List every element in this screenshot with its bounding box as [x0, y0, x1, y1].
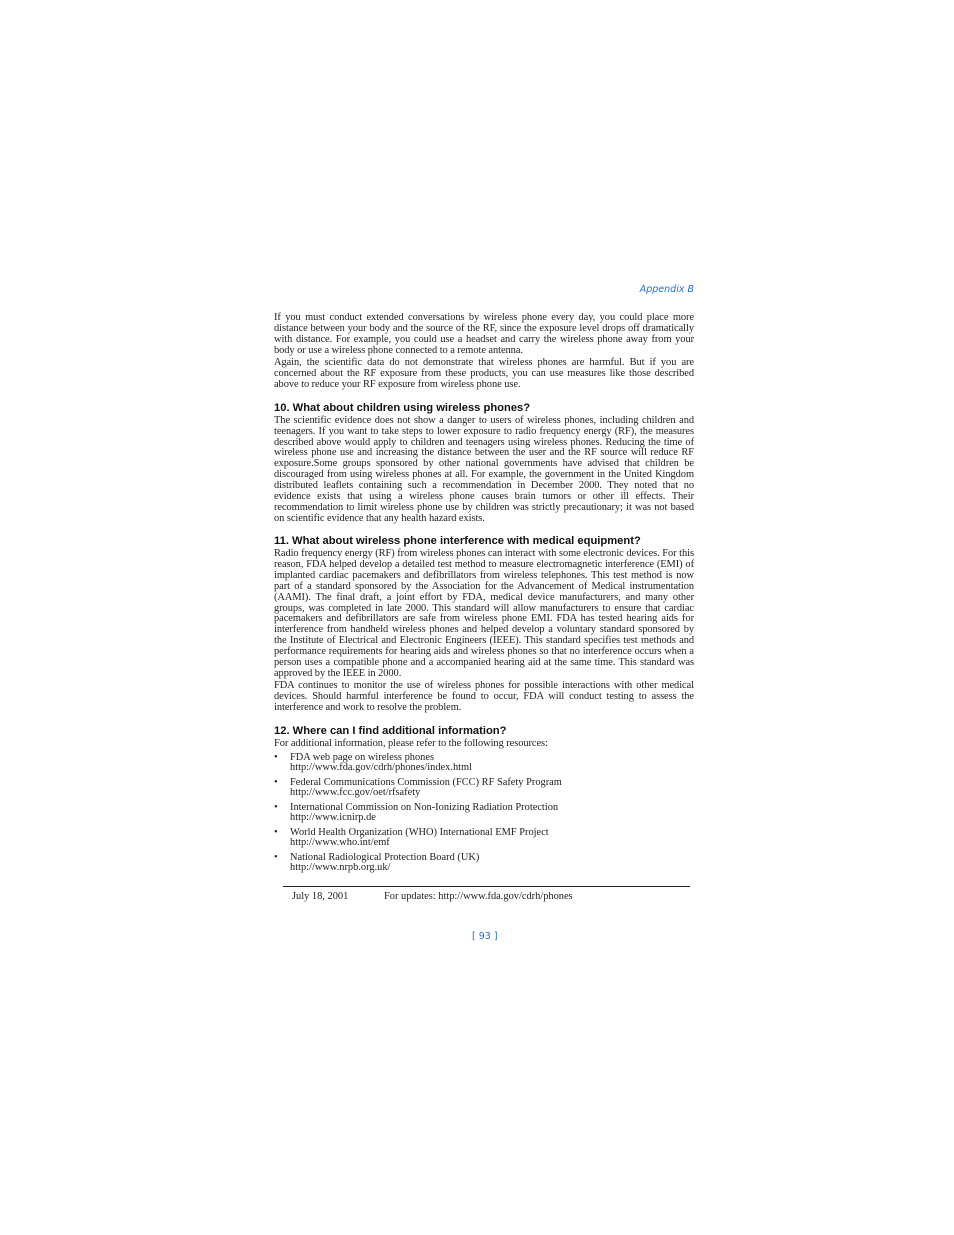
intro-paragraph-2: Again, the scientific data do not demonstrate that wireless phones are harmful. But if you are concerned about the RF exposure from these products, you can use measures like those described above to reduce your RF exposure from wireless phone use. — [274, 357, 694, 391]
resource-title: FDA web page on wireless phones — [290, 751, 435, 763]
resource-item — [274, 853, 694, 874]
intro-paragraph-1: If you must conduct extended conversations by wireless phone every day, you could place more distance between your body and the source of the RF, since the exposure level drops off dramatically with distance. For example, you could use a headset and carry the wireless phone away from your body or use a wireless phone connected to a remote antenna. — [274, 312, 694, 356]
page-number: [ 93 ] — [472, 931, 498, 942]
section-10-paragraph: The scientific evidence does not show a danger to users of wireless phones, including children and teenagers. If you want to take steps to lower exposure to radio frequency energy (RF), the measures described above would apply to children and teenagers using wireless phones. Reducing the time of wireless phone use and increasing the distance between the user and the RF source will reduce RF exposure.Some groups sponsored by other national governments have advised that children be discouraged from using wireless phones at all. For example, the government in the United Kingdom distributed leaflets containing such a recommendation in December 2000. They noted that no evidence exists that using a wireless phone causes brain tumors or other ill effects. Their recommendation to limit wireless phone use by children was strictly precautionary; it was not based on scientific evidence that any health hazard exists. — [274, 414, 694, 524]
page-footer — [292, 891, 573, 903]
footer-updates: For updates: http://www.fda.gov/cdrh/phones — [384, 891, 573, 902]
resource-url[interactable]: http://www.who.int/emf — [290, 837, 390, 849]
section-11-heading: 11. What about wireless phone interference with medical equipment? — [274, 535, 641, 548]
section-12-heading: 12. Where can I find additional information? — [274, 725, 507, 737]
resource-url[interactable]: http://www.icnirp.de — [290, 812, 376, 824]
footer-divider — [283, 886, 690, 887]
bullet-icon: • — [274, 751, 278, 763]
footer-date: July 18, 2001 — [292, 891, 349, 902]
resource-url[interactable]: http://www.fda.gov/cdrh/phones/index.html — [290, 762, 473, 774]
resource-list — [274, 753, 694, 874]
resource-item — [274, 753, 694, 774]
section-11-paragraph-2: FDA continues to monitor the use of wireless phones for possible interactions with other medical devices. Should harmful interference be found to occur, FDA will conduct testing to assess the interference and work to resolve the problem. — [274, 680, 694, 714]
resource-url[interactable]: http://www.fcc.gov/oet/rfsafety — [290, 787, 421, 799]
section-header: Appendix B — [639, 284, 694, 295]
resource-title: Federal Communications Commission (FCC) RF Safety Program — [290, 776, 562, 788]
page-content — [274, 313, 694, 878]
section-10-heading: 10. What about children using wireless phones? — [274, 401, 531, 414]
bullet-icon: • — [274, 826, 278, 838]
section-12-paragraph: For additional information, please refer to the following resources: — [274, 738, 548, 749]
resource-title: World Health Organization (WHO) International EMF Project — [290, 826, 549, 838]
resource-title: National Radiological Protection Board (UK) — [290, 851, 480, 863]
bullet-icon: • — [274, 776, 278, 788]
section-11-paragraph-1: Radio frequency energy (RF) from wireless phones can interact with some electronic devices. For this reason, FDA helped develop a detailed test method to measure electromagnetic interference (EMI) of implanted cardiac pacemakers and defibrillators from wireless telephones. This test method is now part of a standard sponsored by the Association for the Advancement of Medical instrumentation (AAMI). The final draft, a joint effort by FDA, medical device manufacturers, and many other groups, was completed in late 2000. This standard will allow manufacturers to ensure that cardiac pacemakers and defibrillators are safe from wireless phone EMI. FDA has tested hearing aids for interference from handheld wireless phones and helped develop a voluntary standard sponsored by the Institute of Electrical and Electronic Engineers (IEEE). This standard specifies test methods and performance requirements for hearing aids and wireless phones so that no interference occurs when a person uses a compatible phone and a accompanied hearing aid at the same time. This standard was approved by the IEEE in 2000. — [274, 548, 694, 679]
resource-item — [274, 803, 694, 824]
resource-title: International Commission on Non-Ionizing Radiation Protection — [290, 801, 559, 813]
bullet-icon: • — [274, 801, 278, 813]
document-page — [274, 0, 694, 1235]
resource-item — [274, 828, 694, 849]
bullet-icon: • — [274, 851, 278, 863]
resource-url[interactable]: http://www.nrpb.org.uk/ — [290, 862, 391, 874]
resource-item — [274, 778, 694, 799]
